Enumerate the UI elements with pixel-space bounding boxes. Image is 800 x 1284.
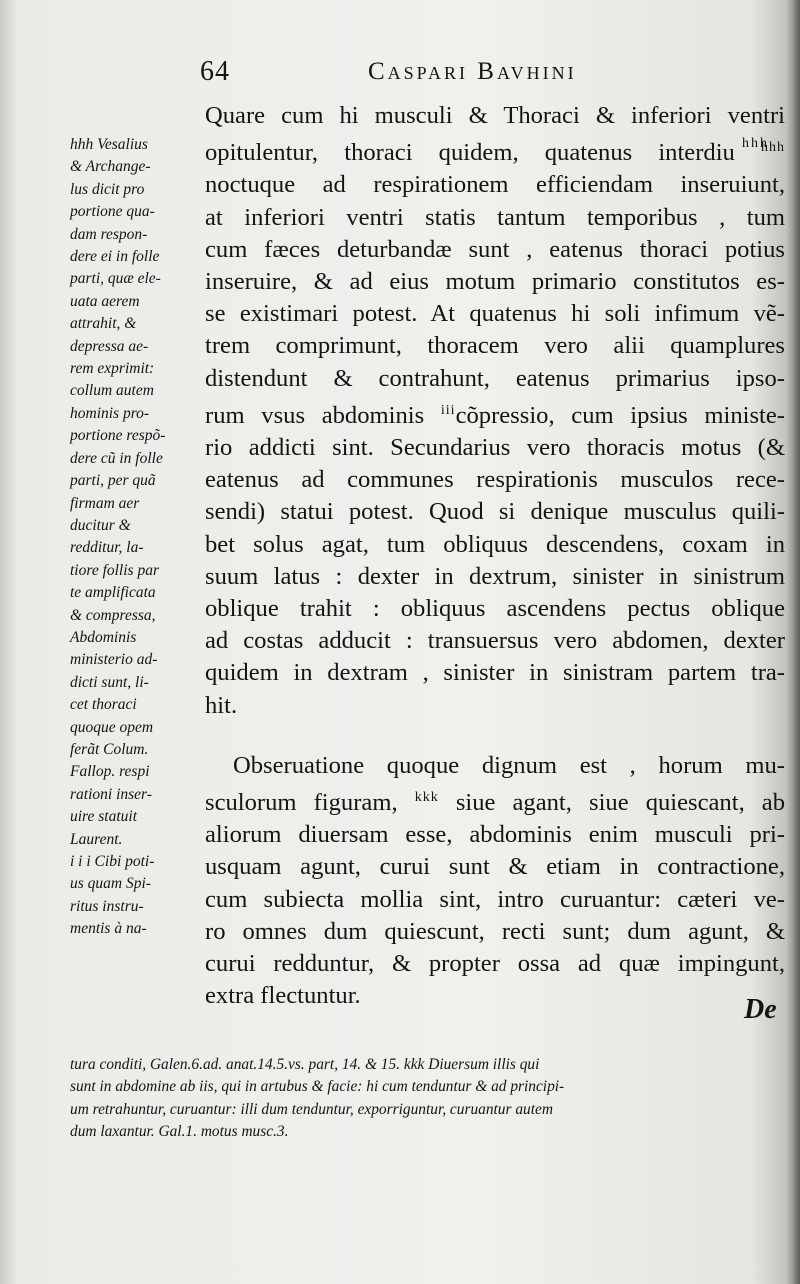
page-number: 64 <box>200 56 230 87</box>
marginal-note-line: Abdominis <box>70 628 137 646</box>
page-header <box>200 56 790 92</box>
marginal-note-line: rem exprimit: <box>70 360 155 378</box>
marginal-note-line: dere cũ in folle <box>70 449 163 467</box>
text-line: cum fæces deturbandæ sunt , eatenus thoraci potius <box>205 235 785 263</box>
marginal-note-line: ducitur & <box>70 516 131 534</box>
marginal-note-line: mentis à na- <box>70 920 147 938</box>
marginal-note-line: & Archange- <box>70 158 151 176</box>
marginal-note-line: attrahit, & <box>70 315 137 333</box>
text-line <box>205 395 785 432</box>
text-line: bet solus agat, tum obliquus descendens, coxam in <box>205 530 785 558</box>
page-gutter-shadow <box>786 0 800 1284</box>
marginal-note-line: ferãt Colum. <box>70 740 149 758</box>
marginal-note-line: uire statuit <box>70 808 138 826</box>
marginal-note-line: hhh Vesalius <box>70 136 148 153</box>
marginal-note-line: i i i Cibi poti- <box>70 853 155 870</box>
footnote-line: um retrahuntur, curuantur: illi dum tenduntur, exporriguntur, curuantur autem <box>70 1100 553 1118</box>
main-text-block <box>205 100 785 1012</box>
text-line-segment: sculorum figuram, <box>205 789 398 817</box>
text-line: ro omnes dum quiescunt, recti sunt; dum agunt, & <box>205 917 785 945</box>
paragraph-gap <box>205 722 785 750</box>
note-marker-iii: iii <box>440 402 456 418</box>
marginal-note-line: depressa ae- <box>70 337 149 355</box>
marginal-note-line: cet thoraci <box>70 696 137 714</box>
footnote-line: sunt in abdomine ab iis, qui in artubus & facie: hi cum tenduntur & ad principi- <box>70 1078 565 1096</box>
marginal-note-line: hominis pro- <box>70 404 150 422</box>
text-line: aliorum diuersam esse, abdominis enim musculi pri- <box>205 821 785 849</box>
marginal-notes <box>70 134 204 941</box>
marginal-note-line: us quam Spi- <box>70 875 151 893</box>
footnote-block <box>70 1054 788 1144</box>
text-line: eatenus ad communes respirationis musculos rece- <box>205 466 785 494</box>
marginal-note-line: parti, per quã <box>70 472 156 490</box>
marginal-note-line: lus dicit pro <box>70 180 145 198</box>
marginal-note-line: collum autem <box>70 382 154 400</box>
text-line: suum latus : dexter in dextrum, sinister in sinistrum <box>205 562 785 590</box>
marginal-note-line: redditur, la- <box>70 539 144 557</box>
text-line: curui redduntur, & propter ossa ad quæ impingunt, <box>205 950 785 978</box>
marginal-note-line: portione respõ- <box>70 427 166 445</box>
note-marker-kkk: kkk <box>414 790 439 806</box>
text-line: Quare cum hi musculi & Thoraci & inferiori ventri <box>205 102 785 129</box>
marginal-note-line: ritus instru- <box>70 897 144 915</box>
marginal-note-line: parti, quæ ele- <box>70 270 161 288</box>
marginal-note-line: te amplificata <box>70 584 156 602</box>
text-line <box>205 132 785 169</box>
text-line: inseruire, & ad eius motum primario constitutos es- <box>205 268 785 296</box>
text-line: oblique trahit : obliquus ascendens pectus oblique <box>205 595 785 623</box>
text-line: ad costas adducit : transuersus vero abdomen, dexter <box>205 627 785 655</box>
marginal-note-line: ministerio ad- <box>70 651 158 669</box>
text-line: usquam agunt, curui sunt & etiam in contractione, <box>205 853 785 881</box>
catchword: De <box>744 994 777 1025</box>
marginal-note-line: Laurent. <box>70 830 123 848</box>
marginal-note-line: firmam aer <box>70 494 140 512</box>
text-line: hit. <box>205 691 238 719</box>
text-line: extra flectuntur. <box>205 982 361 1010</box>
text-line-segment: cõpressio, cum ipsius ministe- <box>455 401 785 429</box>
text-line: rio addicti sint. Secundarius vero thoracis motus (& <box>205 434 785 462</box>
footnote-line: dum laxantur. Gal.1. motus musc.3. <box>70 1123 289 1141</box>
running-head: Caspari Bavhini <box>368 58 577 85</box>
text-line-segment: rum vsus abdominis <box>205 401 425 429</box>
text-line: distendunt & contrahunt, eatenus primarius ipso- <box>205 364 785 392</box>
text-line: cum subiecta mollia sint, intro curuantur: cæteri ve- <box>205 885 785 913</box>
text-line-segment: siue agant, siue quiescant, ab <box>455 789 786 817</box>
note-marker-hhh: hhh <box>761 140 786 156</box>
footnote-line: tura conditi, Galen.6.ad. anat.14.5.vs. part, 14. & 15. kkk Diuersum illis qui <box>70 1056 540 1073</box>
marginal-note-line: quoque opem <box>70 718 154 736</box>
marginal-note-line: & compressa, <box>70 606 156 624</box>
marginal-note-line: uata aerem <box>70 292 140 310</box>
right-margin-marker: hhh <box>742 136 769 151</box>
text-line <box>205 782 785 819</box>
text-line: sendi) statui potest. Quod si denique musculus quili- <box>205 498 785 526</box>
text-line: quidem in dextram , sinister in sinistram partem tra- <box>205 659 785 687</box>
marginal-note-line: dam respon- <box>70 225 148 243</box>
marginal-note-line: rationi inser- <box>70 785 152 803</box>
marginal-note-line: portione qua- <box>70 203 155 221</box>
marginal-note-line: dere ei in folle <box>70 248 160 266</box>
text-line: se existimari potest. At quatenus hi soli infimum vẽ- <box>205 300 785 328</box>
text-line: noctuque ad respirationem efficiendam inseruiunt, <box>205 171 785 199</box>
text-line: at inferiori ventri statis tantum temporibus , tum <box>205 203 785 231</box>
marginal-note-line: dicti sunt, li- <box>70 673 149 691</box>
marginal-note-line: tiore follis par <box>70 561 159 579</box>
text-line: Obseruatione quoque dignum est , horum mu- <box>233 751 785 779</box>
marginal-note-line: Fallop. respi <box>70 763 150 781</box>
text-line-segment: opitulentur, thoraci quidem, quatenus interdiu <box>205 139 735 167</box>
text-line: trem comprimunt, thoracem vero alii quamplures <box>205 332 785 360</box>
